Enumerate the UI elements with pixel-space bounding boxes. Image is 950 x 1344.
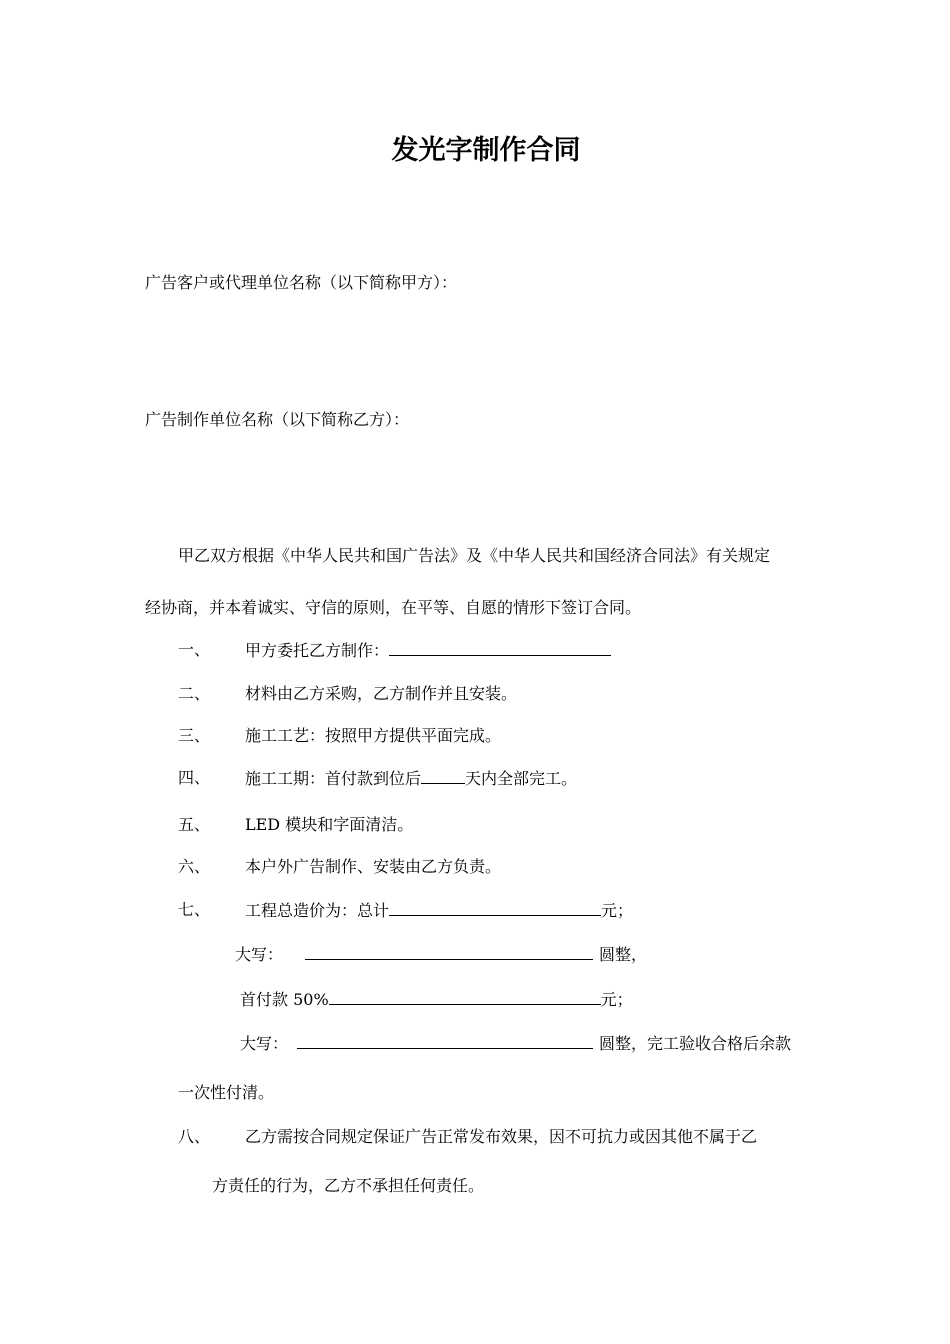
clause-4 — [245, 768, 577, 789]
clause-7 — [245, 900, 633, 921]
daxie-1-blank — [305, 944, 593, 960]
days-blank — [421, 768, 465, 784]
party-a-label: 广告客户或代理单位名称（以下简称甲方）： — [145, 273, 458, 292]
clause-number: 四、 — [178, 768, 211, 787]
preamble-line-2: 经协商，并本着诚实、守信的原则，在平等、自愿的情形下签订合同。 — [145, 598, 642, 617]
clause-1-text: 甲方委托乙方制作： — [245, 641, 390, 660]
daxie-2-after: 圆整，完工验收合格后余款 — [599, 1034, 792, 1053]
first-payment-line — [240, 989, 633, 1010]
first-payment-after: 元； — [600, 990, 633, 1009]
clause-number: 三、 — [178, 726, 211, 745]
clause-5-text: LED 模块和字面清洁。 — [245, 815, 414, 834]
clause-number: 二、 — [178, 684, 211, 703]
clause-number: 五、 — [178, 815, 211, 834]
daxie-2-label: 大写： — [240, 1034, 289, 1053]
clause-number: 一、 — [178, 640, 211, 659]
party-b-label: 广告制作单位名称（以下简称乙方）： — [145, 410, 410, 429]
total-price-blank — [389, 900, 601, 916]
daxie-1-after: 圆整， — [599, 945, 648, 964]
daxie-2-blank — [297, 1033, 593, 1049]
first-payment-blank — [329, 989, 601, 1005]
daxie-line-2 — [240, 1033, 791, 1054]
clause-8-continuation: 方责任的行为，乙方不承担任何责任。 — [212, 1176, 485, 1195]
clause-7-after: 元； — [601, 901, 634, 920]
clause-7-before: 工程总造价为：总计 — [245, 901, 390, 920]
clause-4-after: 天内全部完工。 — [465, 769, 578, 788]
clause-3-text: 施工工艺：按照甲方提供平面完成。 — [245, 726, 502, 745]
clause-1 — [245, 640, 611, 661]
clause-4-before: 施工工期：首付款到位后 — [245, 769, 422, 788]
clause-number: 七、 — [178, 900, 211, 919]
daxie-1-label: 大写： — [235, 945, 284, 964]
clause-8-text: 乙方需按合同规定保证广告正常发布效果，因不可抗力或因其他不属于乙 — [245, 1127, 758, 1146]
clause-number: 六、 — [178, 857, 211, 876]
page-title: 发光字制作合同 — [391, 135, 581, 166]
clause-6-text: 本户外广告制作、安装由乙方负责。 — [245, 857, 502, 876]
settle-line: 一次性付清。 — [178, 1083, 275, 1102]
clause-number: 八、 — [178, 1127, 211, 1146]
daxie-line-1 — [235, 944, 647, 965]
clause-2-text: 材料由乙方采购，乙方制作并且安装。 — [245, 684, 518, 703]
commission-blank — [389, 640, 611, 656]
first-payment-label: 首付款 50% — [240, 990, 329, 1009]
preamble-line-1: 甲乙双方根据《中华人民共和国广告法》及《中华人民共和国经济合同法》有关规定 — [178, 546, 771, 565]
